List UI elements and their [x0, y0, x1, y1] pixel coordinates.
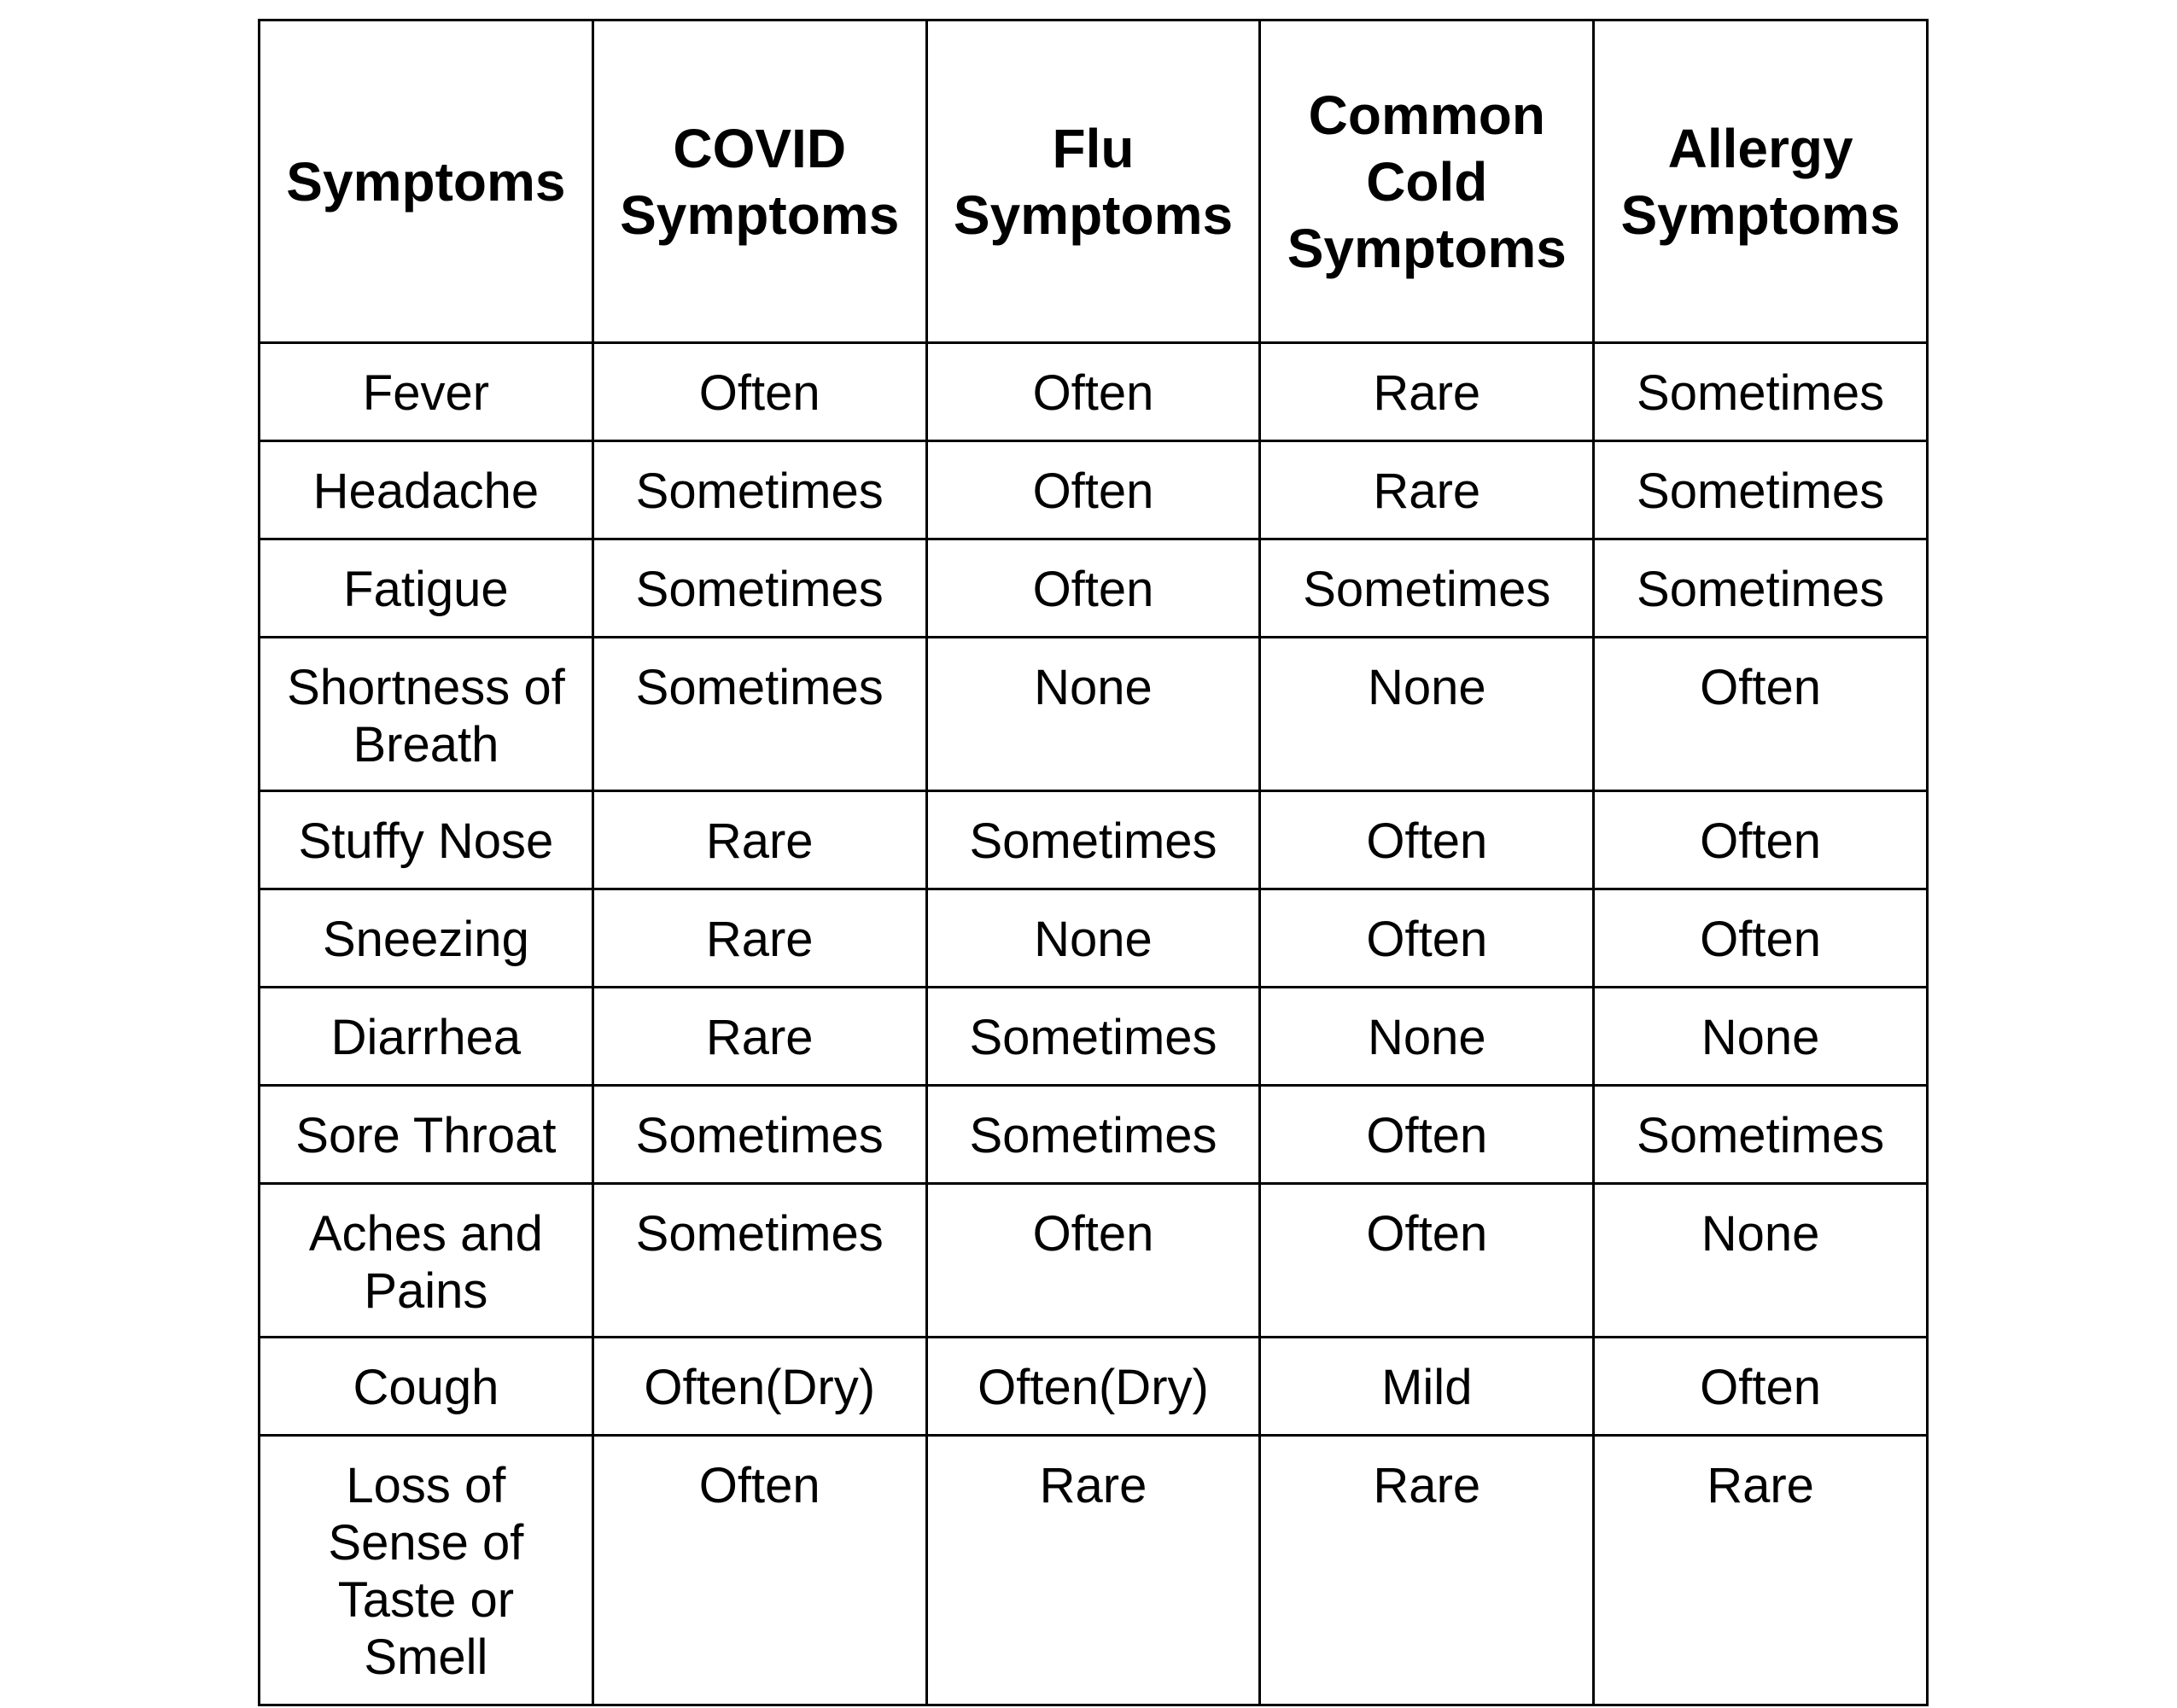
- cold-value: None: [1260, 638, 1594, 791]
- table-row: [260, 1436, 1928, 1705]
- symptom-name: Headache: [260, 441, 593, 539]
- table-header-row: [260, 20, 1928, 343]
- flu-value: Sometimes: [926, 1086, 1260, 1184]
- allergy-value: Often: [1594, 889, 1928, 988]
- cold-value: Rare: [1260, 343, 1594, 441]
- symptom-name: Cough: [260, 1338, 593, 1436]
- table-row: [260, 791, 1928, 889]
- cold-value: Often: [1260, 1184, 1594, 1338]
- table-row: [260, 1086, 1928, 1184]
- symptom-name: Shortness of Breath: [260, 638, 593, 791]
- header-common-cold: Common Cold Symptoms: [1260, 20, 1594, 343]
- table-row: [260, 889, 1928, 988]
- header-flu: Flu Symptoms: [926, 20, 1260, 343]
- covid-value: Sometimes: [592, 1086, 926, 1184]
- cold-value: Rare: [1260, 1436, 1594, 1705]
- symptom-name: Fatigue: [260, 539, 593, 638]
- symptom-comparison-table: [258, 19, 1929, 1706]
- symptom-name: Sore Throat: [260, 1086, 593, 1184]
- symptom-name: Diarrhea: [260, 988, 593, 1086]
- cold-value: None: [1260, 988, 1594, 1086]
- covid-value: Sometimes: [592, 1184, 926, 1338]
- flu-value: Often: [926, 343, 1260, 441]
- covid-value: Sometimes: [592, 539, 926, 638]
- header-allergy: Allergy Symptoms: [1594, 20, 1928, 343]
- cold-value: Mild: [1260, 1338, 1594, 1436]
- allergy-value: Often: [1594, 1338, 1928, 1436]
- covid-value: Sometimes: [592, 638, 926, 791]
- flu-value: Sometimes: [926, 988, 1260, 1086]
- allergy-value: Sometimes: [1594, 343, 1928, 441]
- table-row: [260, 343, 1928, 441]
- symptom-name: Loss of Sense of Taste or Smell: [260, 1436, 593, 1705]
- allergy-value: Sometimes: [1594, 441, 1928, 539]
- cold-value: Often: [1260, 889, 1594, 988]
- table-row: [260, 638, 1928, 791]
- symptom-name: Sneezing: [260, 889, 593, 988]
- cold-value: Often: [1260, 791, 1594, 889]
- cold-value: Often: [1260, 1086, 1594, 1184]
- header-covid: COVID Symptoms: [592, 20, 926, 343]
- covid-value: Often: [592, 1436, 926, 1705]
- flu-value: Often: [926, 539, 1260, 638]
- flu-value: Often: [926, 441, 1260, 539]
- allergy-value: Often: [1594, 638, 1928, 791]
- symptom-name: Fever: [260, 343, 593, 441]
- table-row: [260, 988, 1928, 1086]
- table-row: [260, 539, 1928, 638]
- cold-value: Sometimes: [1260, 539, 1594, 638]
- covid-value: Rare: [592, 988, 926, 1086]
- covid-value: Rare: [592, 889, 926, 988]
- allergy-value: Rare: [1594, 1436, 1928, 1705]
- table-row: [260, 1184, 1928, 1338]
- allergy-value: Often: [1594, 791, 1928, 889]
- flu-value: Rare: [926, 1436, 1260, 1705]
- flu-value: Often: [926, 1184, 1260, 1338]
- flu-value: Sometimes: [926, 791, 1260, 889]
- symptom-name: Aches and Pains: [260, 1184, 593, 1338]
- symptom-name: Stuffy Nose: [260, 791, 593, 889]
- header-symptoms: Symptoms: [260, 20, 593, 343]
- covid-value: Often(Dry): [592, 1338, 926, 1436]
- flu-value: Often(Dry): [926, 1338, 1260, 1436]
- covid-value: Rare: [592, 791, 926, 889]
- covid-value: Sometimes: [592, 441, 926, 539]
- table-row: [260, 1338, 1928, 1436]
- covid-value: Often: [592, 343, 926, 441]
- allergy-value: None: [1594, 988, 1928, 1086]
- allergy-value: Sometimes: [1594, 539, 1928, 638]
- flu-value: None: [926, 889, 1260, 988]
- flu-value: None: [926, 638, 1260, 791]
- table-row: [260, 441, 1928, 539]
- allergy-value: Sometimes: [1594, 1086, 1928, 1184]
- cold-value: Rare: [1260, 441, 1594, 539]
- allergy-value: None: [1594, 1184, 1928, 1338]
